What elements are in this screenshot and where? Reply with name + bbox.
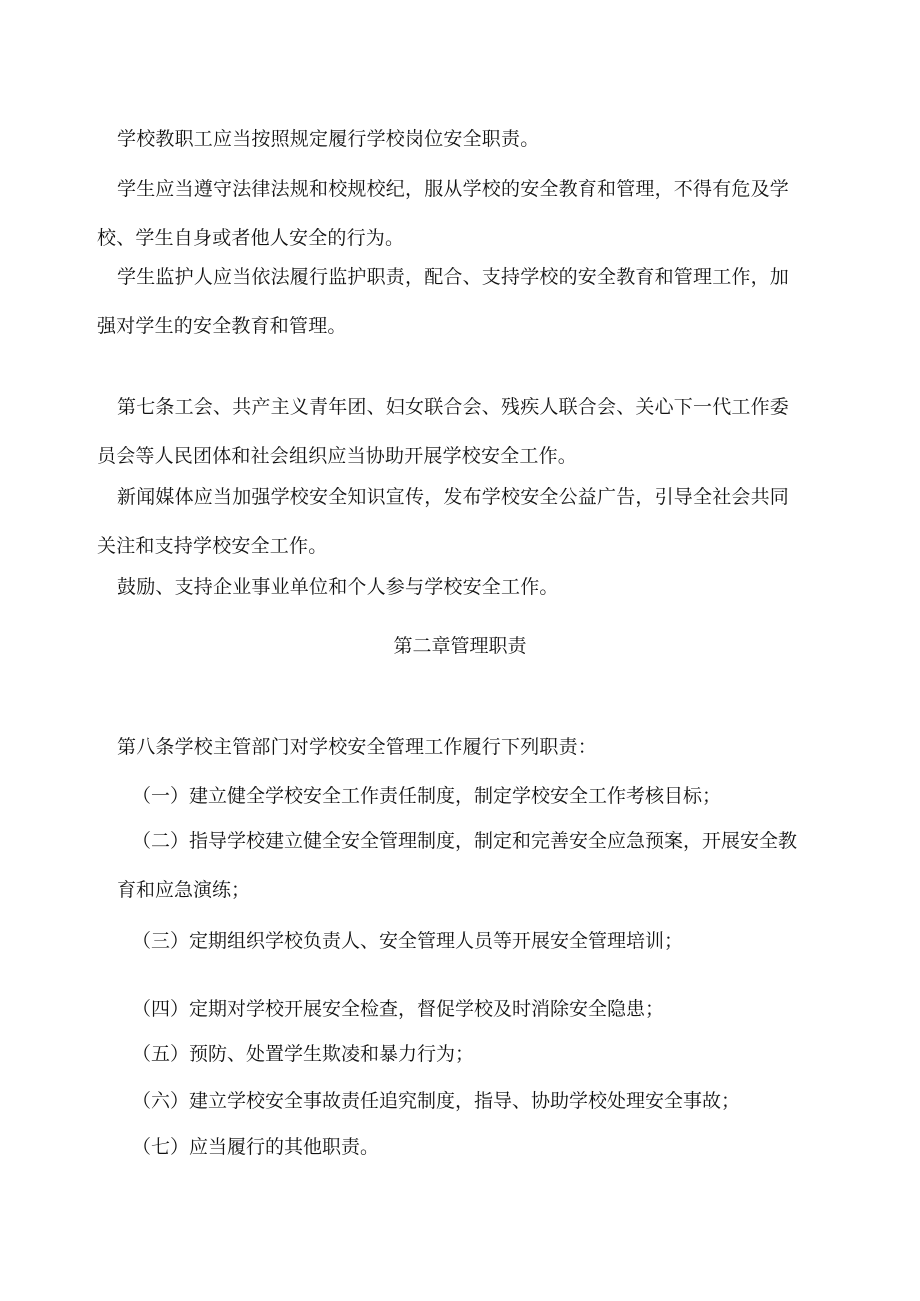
paragraph-student-duty: 学生应当遵守法律法规和校规校纪，服从学校的安全教育和管理，不得有危及学 校、学生自身或者他人安全的行为。	[97, 178, 790, 249]
list-item: （三）定期组织学校负责人、安全管理人员等开展安全管理培训；	[132, 930, 684, 952]
list-item: （一）建立健全学校安全工作责任制度，制定学校安全工作考核目标；	[132, 785, 722, 807]
paragraph-staff-duty: 学校教职工应当按照规定履行学校岗位安全职责。	[117, 128, 540, 150]
paragraph-encourage: 鼓励、支持企业事业单位和个人参与学校安全工作。	[117, 576, 559, 598]
article-8-intro: 第八条学校主管部门对学校安全管理工作履行下列职责：	[117, 736, 598, 758]
paragraph-media-duty: 新闻媒体应当加强学校安全知识宣传，发布学校安全公益广告，引导全社会共同 关注和支持学校安全工作。	[97, 486, 790, 557]
list-item: （四）定期对学校开展安全检查，督促学校及时消除安全隐患；	[132, 998, 665, 1020]
chapter-heading: 第二章管理职责	[393, 635, 527, 657]
list-item: （二）指导学校建立健全安全管理制度，制定和完善安全应急预案，开展安全教 育和应急演练；	[117, 830, 798, 901]
paragraph-article-7: 第七条工会、共产主义青年团、妇女联合会、残疾人联合会、关心下一代工作委 员会等人民团体和社会组织应当协助开展学校安全工作。	[97, 396, 790, 467]
paragraph-guardian-duty: 学生监护人应当依法履行监护职责，配合、支持学校的安全教育和管理工作，加 强对学生的安全教育和管理。	[97, 266, 790, 337]
list-item: （六）建立学校安全事故责任追究制度，指导、协助学校处理安全事故；	[132, 1090, 741, 1112]
list-item: （五）预防、处置学生欺凌和暴力行为；	[132, 1043, 475, 1065]
list-item: （七）应当履行的其他职责。	[132, 1136, 380, 1158]
